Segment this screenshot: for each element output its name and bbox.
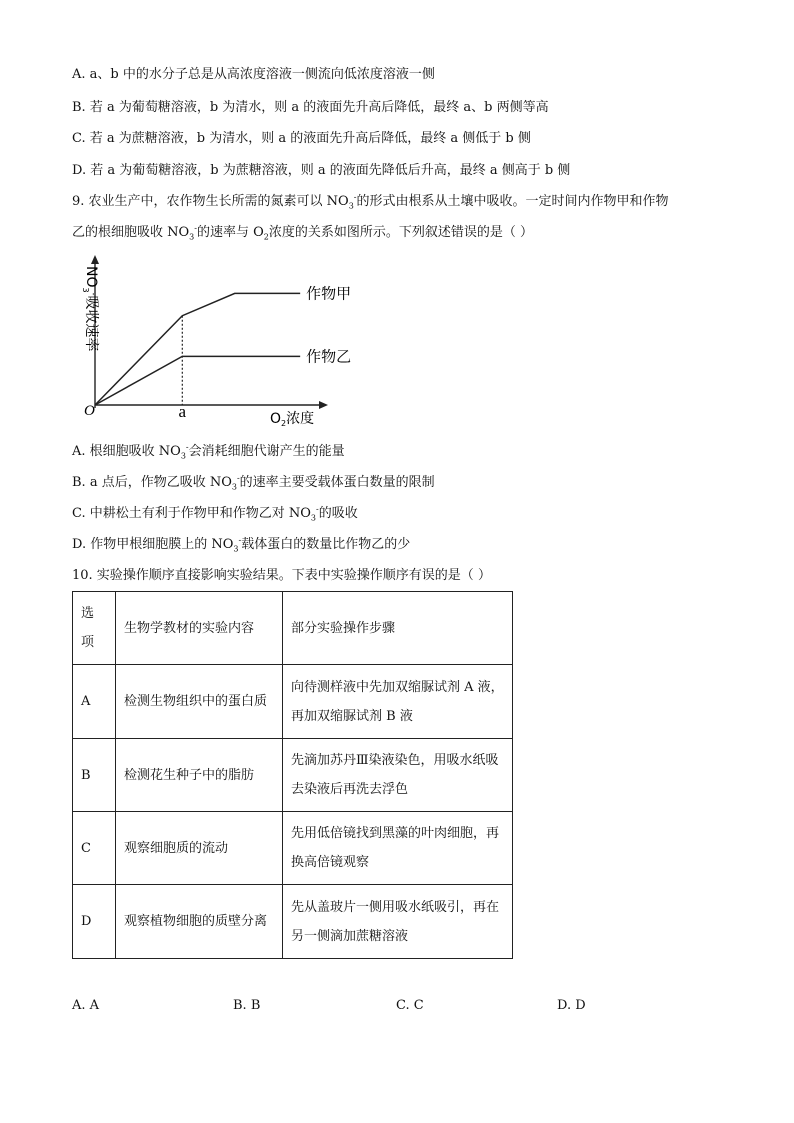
q10-table — [72, 591, 513, 959]
y-axis-arrow-icon — [91, 255, 99, 264]
q9-option-b: B. a 点后，作物乙吸收 $NO_3^-$的速率主要受载体蛋白数量的限制 — [72, 473, 435, 492]
y-axis-label: $NO_3^-$吸收速率 — [81, 266, 99, 352]
uptake-chart — [60, 253, 352, 428]
row-content: 检测花生种子中的脂肪 — [116, 739, 283, 812]
a-tick-label: a — [178, 402, 187, 421]
row-steps: 向待测样液中先加双缩脲试剂 A 液，再加双缩脲试剂 B 液 — [283, 665, 513, 739]
q9-option-c: C. 中耕松土有利于作物甲和作物乙对 $NO_3^-$的吸收 — [72, 504, 358, 523]
row-option: C — [73, 812, 116, 885]
x-axis-arrow-icon — [319, 401, 328, 409]
header-content: 生物学教材的实验内容 — [116, 592, 283, 665]
q8-option-c: C. 若 a 为蔗糖溶液，b 为清水，则 a 的液面先升高后降低，最终 a 侧低于 b 侧 — [72, 131, 531, 146]
table-row — [73, 812, 513, 885]
q10-stem: 10. 实验操作顺序直接影响实验结果。下表中实验操作顺序有误的是（ ） — [72, 568, 491, 583]
row-content: 观察植物细胞的质壁分离 — [116, 885, 283, 959]
table-row — [73, 665, 513, 739]
table-header-row — [73, 592, 513, 665]
table-row — [73, 739, 513, 812]
q10-answer-a: A. A — [72, 998, 100, 1013]
q9-option-a: A. 根细胞吸收 $NO_3^-$会消耗细胞代谢产生的能量 — [72, 442, 345, 461]
row-option: A — [73, 665, 116, 739]
q9-stem-line2: 乙的根细胞吸收 $NO_3^-$的速率与 $O_2$浓度的关系如图所示。下列叙述错误的是（ ） — [72, 223, 533, 242]
row-content: 观察细胞质的流动 — [116, 812, 283, 885]
row-option: B — [73, 739, 116, 812]
series-line-yi — [95, 356, 300, 405]
x-axis-label: $O_2$浓度 — [270, 411, 315, 428]
row-steps: 先从盖玻片一侧用吸水纸吸引，再在另一侧滴加蔗糖溶液 — [283, 885, 513, 959]
q9-option-d: D. 作物甲根细胞膜上的 $NO_3^-$载体蛋白的数量比作物乙的少 — [72, 535, 411, 554]
q10-answer-d: D. D — [557, 998, 586, 1013]
q8-option-b: B. 若 a 为葡萄糖溶液，b 为清水，则 a 的液面先升高后降低，最终 a、b 两侧等高 — [72, 100, 549, 115]
row-steps: 先用低倍镜找到黑藻的叶肉细胞，再换高倍镜观察 — [283, 812, 513, 885]
origin-label: O — [84, 403, 95, 419]
series-label-jia: 作物甲 — [306, 284, 352, 303]
q9-stem-line1: 9. 农业生产中，农作物生长所需的氮素可以 $NO_3^-$的形式由根系从土壤中吸收。一定时间内作物甲和作物 — [72, 192, 669, 211]
row-option: D — [73, 885, 116, 959]
header-steps: 部分实验操作步骤 — [283, 592, 513, 665]
q8-option-d: D. 若 a 为葡萄糖溶液，b 为蔗糖溶液，则 a 的液面先降低后升高，最终 a 侧高于 b 侧 — [72, 163, 571, 178]
row-content: 检测生物组织中的蛋白质 — [116, 665, 283, 739]
series-label-yi: 作物乙 — [306, 347, 352, 366]
q10-answer-c: C. C — [396, 998, 424, 1013]
table-row — [73, 885, 513, 959]
row-steps: 先滴加苏丹Ⅲ染液染色，用吸水纸吸去染液后再洗去浮色 — [283, 739, 513, 812]
q10-answer-b: B. B — [233, 998, 261, 1013]
q8-option-a: A. a、b 中的水分子总是从高浓度溶液一侧流向低浓度溶液一侧 — [72, 67, 435, 82]
header-option: 选 项 — [73, 592, 116, 665]
